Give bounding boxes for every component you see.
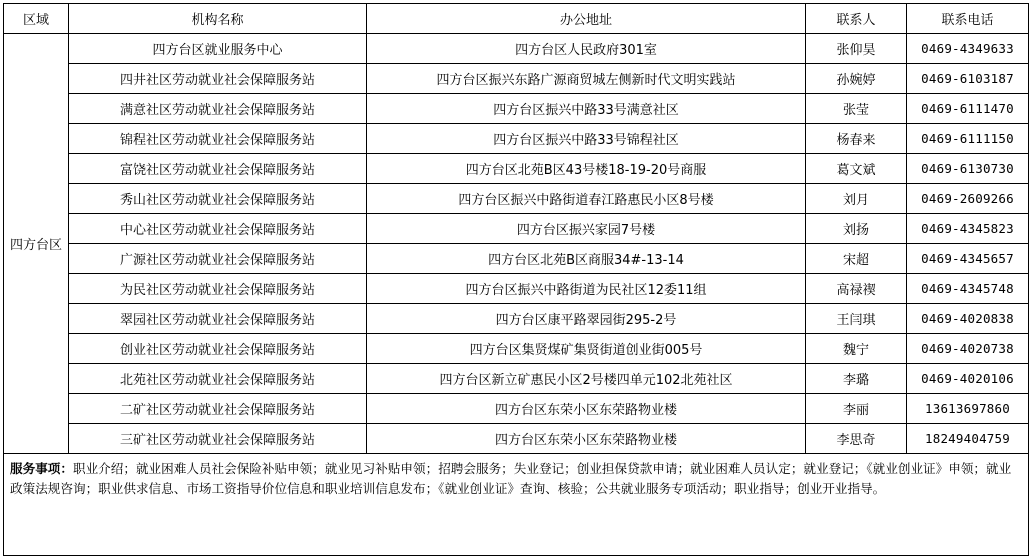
- org-cell: 秀山社区劳动就业社会保障服务站: [69, 184, 367, 214]
- contact-cell: 刘扬: [806, 214, 907, 244]
- header-org: 机构名称: [69, 4, 367, 34]
- contact-cell: 魏宁: [806, 334, 907, 364]
- contact-cell: 杨春来: [806, 124, 907, 154]
- org-cell: 中心社区劳动就业社会保障服务站: [69, 214, 367, 244]
- contact-cell: 孙婉婷: [806, 64, 907, 94]
- contact-cell: 宋超: [806, 244, 907, 274]
- table-row: [4, 364, 1029, 394]
- org-cell: 广源社区劳动就业社会保障服务站: [69, 244, 367, 274]
- contact-cell: 王闫琪: [806, 304, 907, 334]
- phone-cell: 0469-4345748: [907, 274, 1029, 304]
- header-row: [4, 4, 1029, 34]
- contact-cell: 张仰昊: [806, 34, 907, 64]
- phone-cell: 0469-4345823: [907, 214, 1029, 244]
- header-address: 办公地址: [367, 4, 806, 34]
- table-row: [4, 64, 1029, 94]
- table-row: [4, 34, 1029, 64]
- phone-cell: 0469-4349633: [907, 34, 1029, 64]
- header-contact: 联系人: [806, 4, 907, 34]
- address-cell: 四方台区振兴家园7号楼: [367, 214, 806, 244]
- address-cell: 四方台区人民政府301室: [367, 34, 806, 64]
- table-row: [4, 304, 1029, 334]
- phone-cell: 0469-4020738: [907, 334, 1029, 364]
- phone-cell: 0469-4345657: [907, 244, 1029, 274]
- address-cell: 四方台区振兴中路33号满意社区: [367, 94, 806, 124]
- contact-cell: 张莹: [806, 94, 907, 124]
- address-cell: 四方台区振兴中路街道春江路惠民小区8号楼: [367, 184, 806, 214]
- address-cell: 四方台区振兴中路街道为民社区12委11组: [367, 274, 806, 304]
- phone-cell: 0469-2609266: [907, 184, 1029, 214]
- address-cell: 四方台区新立矿惠民小区2号楼四单元102北苑社区: [367, 364, 806, 394]
- table-row: [4, 244, 1029, 274]
- table-row: [4, 274, 1029, 304]
- service-items-note: [4, 454, 1029, 556]
- header-region: 区域: [4, 4, 69, 34]
- table-row: [4, 94, 1029, 124]
- contact-cell: 刘月: [806, 184, 907, 214]
- org-cell: 二矿社区劳动就业社会保障服务站: [69, 394, 367, 424]
- address-cell: 四方台区康平路翠园街295-2号: [367, 304, 806, 334]
- phone-cell: 0469-4020106: [907, 364, 1029, 394]
- address-cell: 四方台区东荣小区东荣路物业楼: [367, 424, 806, 454]
- phone-cell: 0469-6111150: [907, 124, 1029, 154]
- service-items-title: 服务事项：: [10, 461, 73, 476]
- table-row: [4, 214, 1029, 244]
- table-row: [4, 394, 1029, 424]
- address-cell: 四方台区北苑B区43号楼18-19-20号商服: [367, 154, 806, 184]
- address-cell: 四方台区北苑B区商服34#-13-14: [367, 244, 806, 274]
- org-cell: 满意社区劳动就业社会保障服务站: [69, 94, 367, 124]
- table-row: [4, 124, 1029, 154]
- employment-service-table: [3, 3, 1029, 556]
- contact-cell: 李璐: [806, 364, 907, 394]
- address-cell: 四方台区振兴东路广源商贸城左侧新时代文明实践站: [367, 64, 806, 94]
- table-row: [4, 184, 1029, 214]
- contact-cell: 李丽: [806, 394, 907, 424]
- org-cell: 为民社区劳动就业社会保障服务站: [69, 274, 367, 304]
- table-row: [4, 334, 1029, 364]
- phone-cell: 0469-4020838: [907, 304, 1029, 334]
- table-row: [4, 424, 1029, 454]
- org-cell: 创业社区劳动就业社会保障服务站: [69, 334, 367, 364]
- phone-cell: 0469-6103187: [907, 64, 1029, 94]
- org-cell: 北苑社区劳动就业社会保障服务站: [69, 364, 367, 394]
- phone-cell: 18249404759: [907, 424, 1029, 454]
- contact-cell: 高禄禊: [806, 274, 907, 304]
- address-cell: 四方台区东荣小区东荣路物业楼: [367, 394, 806, 424]
- service-items-row: [4, 454, 1029, 556]
- table-row: [4, 154, 1029, 184]
- contact-cell: 葛文斌: [806, 154, 907, 184]
- org-cell: 四井社区劳动就业社会保障服务站: [69, 64, 367, 94]
- org-cell: 四方台区就业服务中心: [69, 34, 367, 64]
- phone-cell: 13613697860: [907, 394, 1029, 424]
- address-cell: 四方台区集贤煤矿集贤街道创业街005号: [367, 334, 806, 364]
- org-cell: 锦程社区劳动就业社会保障服务站: [69, 124, 367, 154]
- phone-cell: 0469-6130730: [907, 154, 1029, 184]
- address-cell: 四方台区振兴中路33号锦程社区: [367, 124, 806, 154]
- org-cell: 富饶社区劳动就业社会保障服务站: [69, 154, 367, 184]
- contact-cell: 李思奇: [806, 424, 907, 454]
- org-cell: 三矿社区劳动就业社会保障服务站: [69, 424, 367, 454]
- header-phone: 联系电话: [907, 4, 1029, 34]
- phone-cell: 0469-6111470: [907, 94, 1029, 124]
- region-cell: 四方台区: [4, 34, 69, 454]
- org-cell: 翠园社区劳动就业社会保障服务站: [69, 304, 367, 334]
- service-items-text: 职业介绍；就业困难人员社会保险补贴申领；就业见习补贴申领；招聘会服务；失业登记；创业担保贷款申请；就业困难人员认定；就业登记；《就业创业证》申领；就业政策法规咨询；职业供求信息、市场工资指导价位信息和职业培训信息发布；《就业创业证》查询、核验；公共就业服务专项活动；职业指导；创业开业指导。: [10, 461, 1012, 496]
